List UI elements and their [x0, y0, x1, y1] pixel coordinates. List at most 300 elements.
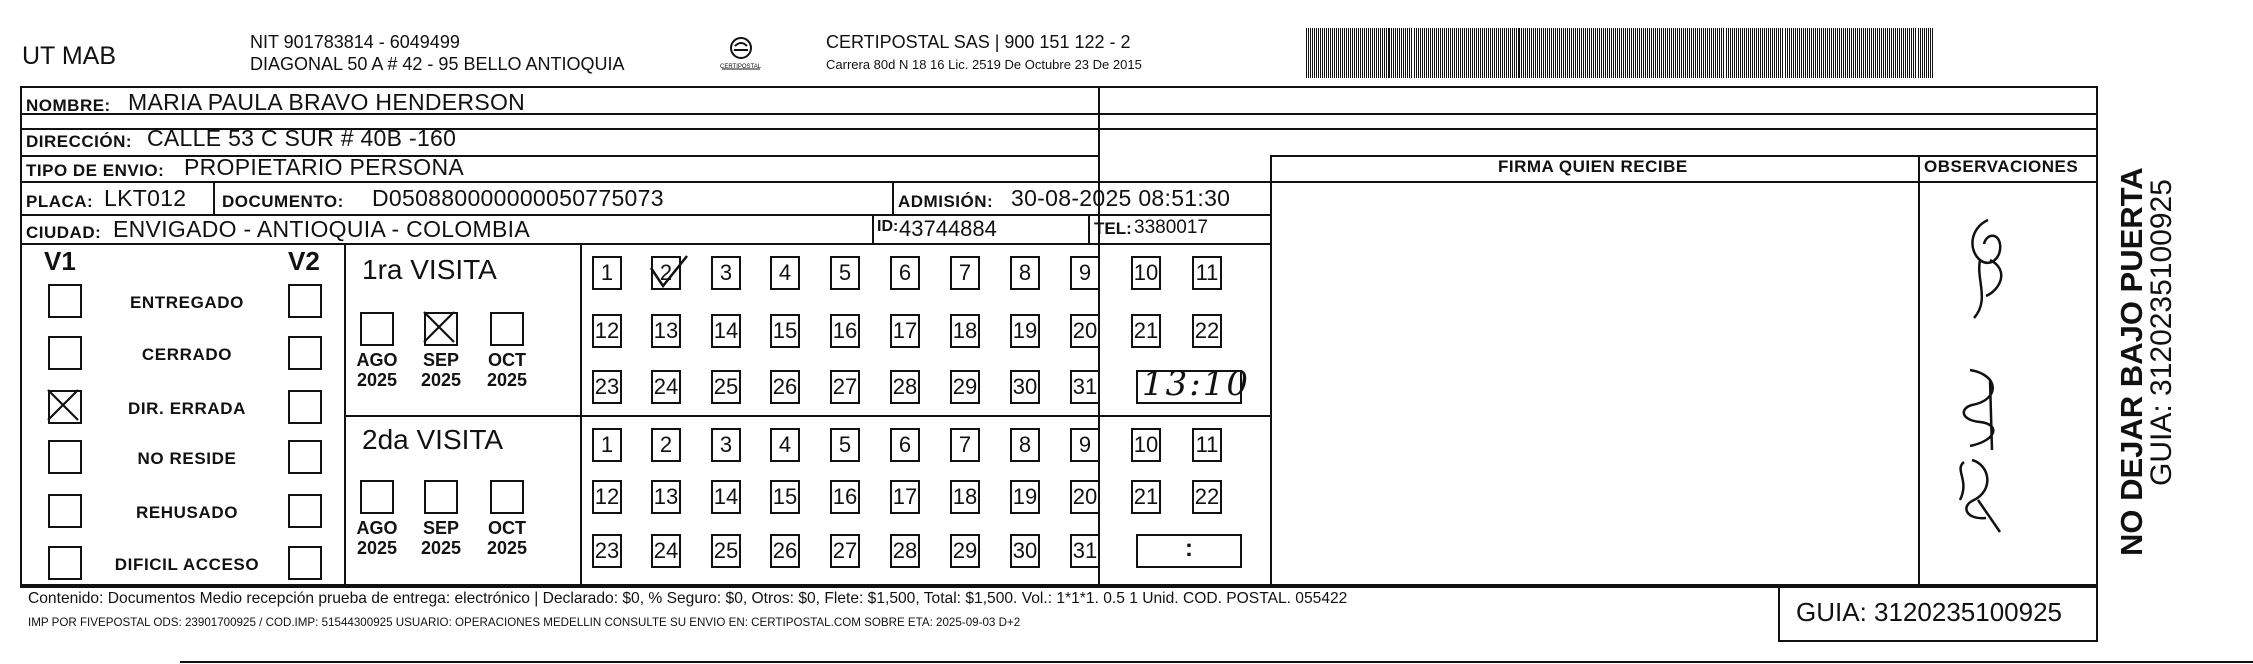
day-box[interactable]: 16	[830, 314, 860, 348]
day-box[interactable]: 22	[1192, 480, 1222, 514]
day-box[interactable]: 9	[1070, 428, 1100, 462]
barcode-bar	[1537, 28, 1538, 78]
barcode-bar	[1615, 28, 1616, 78]
month-checkbox[interactable]	[424, 480, 458, 514]
v2-checkbox[interactable]	[288, 546, 322, 580]
barcode-bar	[1456, 28, 1457, 78]
v1-checkbox[interactable]	[48, 336, 82, 370]
barcode-bar	[1738, 28, 1739, 78]
barcode-bar	[1732, 28, 1733, 78]
observaciones-divider	[1918, 155, 1920, 586]
v2-checkbox[interactable]	[288, 336, 322, 370]
barcode-bar	[1867, 28, 1868, 78]
barcode-bar	[1653, 28, 1654, 78]
month-label: SEP	[422, 350, 460, 370]
day-box[interactable]: 29	[950, 534, 980, 568]
barcode-bar	[1460, 28, 1461, 78]
barcode-bar	[1685, 28, 1686, 78]
barcode-bar	[1599, 28, 1600, 78]
day-box[interactable]: 21	[1131, 480, 1161, 514]
barcode-bar	[1772, 28, 1773, 78]
documento-value: D050880000000050775073	[372, 185, 664, 211]
barcode-bar	[1707, 28, 1708, 78]
v1-checkbox[interactable]	[48, 494, 82, 528]
barcode-bar	[1675, 28, 1676, 78]
cell-divider	[892, 181, 894, 214]
barcode-bar	[1807, 28, 1808, 78]
barcode-bar	[1430, 28, 1431, 78]
barcode-bar	[1370, 28, 1371, 78]
barcode-bar	[1450, 28, 1451, 78]
barcode-bar	[1643, 28, 1644, 78]
barcode-bar	[1531, 28, 1532, 78]
barcode-bar	[1326, 28, 1327, 78]
company-name: UT MAB	[22, 42, 116, 70]
barcode-bar	[1581, 28, 1582, 78]
barcode-bar	[1324, 28, 1325, 78]
day-box[interactable]: 5	[830, 428, 860, 462]
certipostal-logo	[718, 36, 764, 76]
v2-checkbox[interactable]	[288, 284, 322, 318]
day-box[interactable]: 28	[890, 370, 920, 404]
barcode-bar	[1697, 28, 1698, 78]
v1-checkbox[interactable]	[48, 440, 82, 474]
v2-checkbox[interactable]	[288, 440, 322, 474]
day-box[interactable]: 3	[711, 256, 741, 290]
barcode-bar	[1627, 28, 1628, 78]
barcode-bar	[1701, 28, 1702, 78]
barcode-bar	[1490, 28, 1491, 78]
barcode-bar	[1719, 28, 1720, 78]
barcode-bar	[1918, 28, 1919, 78]
barcode-bar	[1312, 28, 1313, 78]
barcode-bar	[1583, 28, 1584, 78]
barcode-bar	[1496, 28, 1497, 78]
barcode-bar	[1318, 28, 1319, 78]
day-box[interactable]: 23	[592, 370, 622, 404]
tel-label: TEL:	[1094, 219, 1132, 238]
day-box[interactable]: 7	[950, 428, 980, 462]
cell-divider	[213, 181, 215, 214]
placa-label: PLACA:	[26, 192, 94, 211]
barcode-bar	[1787, 28, 1788, 78]
barcode-bar	[1669, 28, 1670, 78]
barcode-bar	[1649, 28, 1650, 78]
barcode-bar	[1655, 28, 1656, 78]
month-checkbox[interactable]	[360, 312, 394, 346]
barcode-bar	[1903, 28, 1904, 78]
barcode-bar	[1746, 28, 1747, 78]
barcode-bar	[1647, 28, 1648, 78]
month-label: AGO	[356, 518, 398, 538]
barcode-bar	[1474, 28, 1475, 78]
barcode-bar	[1778, 28, 1779, 78]
day-box[interactable]: 2	[651, 428, 681, 462]
day-box[interactable]: 17	[890, 314, 920, 348]
barcode-bar	[1869, 28, 1870, 78]
barcode-bar	[1500, 28, 1501, 78]
barcode-bar	[1368, 28, 1369, 78]
day-box[interactable]: 30	[1010, 370, 1040, 404]
barcode-bar	[1721, 28, 1722, 78]
barcode-bar	[1484, 28, 1485, 78]
barcode-bar	[1320, 28, 1321, 78]
barcode-bar	[1480, 28, 1481, 78]
v1-checkbox[interactable]	[48, 546, 82, 580]
day-box[interactable]: 14	[711, 480, 741, 514]
barcode-bar	[1841, 28, 1842, 78]
day-box[interactable]: 21	[1131, 314, 1161, 348]
status-option-label: NO RESIDE	[137, 449, 237, 468]
day-box[interactable]: 25	[711, 370, 741, 404]
day-box[interactable]: 27	[830, 370, 860, 404]
v2-checkbox[interactable]	[288, 494, 322, 528]
day-box[interactable]: 14	[711, 314, 741, 348]
barcode-bar	[1571, 28, 1572, 78]
barcode-bar	[1623, 28, 1624, 78]
barcode-bar	[1901, 28, 1902, 78]
barcode-bar	[1625, 28, 1626, 78]
barcode-bar	[1506, 28, 1507, 78]
barcode-bar	[1372, 28, 1373, 78]
barcode-bar	[1889, 28, 1890, 78]
barcode-bar	[1414, 28, 1415, 78]
barcode-bar	[1835, 28, 1836, 78]
barcode-bar	[1930, 28, 1931, 78]
barcode-bar	[1637, 28, 1638, 78]
footer-guia: GUIA: 3120235100925	[1796, 597, 2062, 627]
barcode-bar	[1346, 28, 1347, 78]
day-box[interactable]: 7	[950, 256, 980, 290]
barcode-bar	[1681, 28, 1682, 78]
day-box[interactable]: 19	[1010, 314, 1040, 348]
month-label: OCT	[488, 518, 526, 538]
barcode-bar	[1635, 28, 1636, 78]
barcode-bar	[1920, 28, 1921, 78]
barcode-bar	[1693, 28, 1694, 78]
day-box[interactable]: 27	[830, 534, 860, 568]
barcode-bar	[1805, 28, 1806, 78]
barcode-bar	[1399, 28, 1400, 78]
day-box[interactable]: 16	[830, 480, 860, 514]
barcode-bar	[1330, 28, 1331, 78]
month-checkbox[interactable]	[490, 480, 524, 514]
month-label: AGO	[356, 350, 398, 370]
status-option-label: DIFICIL ACCESO	[114, 555, 260, 574]
barcode-bar	[1795, 28, 1796, 78]
barcode-bar	[1907, 28, 1908, 78]
barcode-bar	[1782, 28, 1783, 78]
barcode-bar	[1476, 28, 1477, 78]
barcode-bar	[1857, 28, 1858, 78]
barcode-bar	[1695, 28, 1696, 78]
day-box[interactable]: 13	[651, 314, 681, 348]
day-box[interactable]: 28	[890, 534, 920, 568]
day-box[interactable]: 29	[950, 370, 980, 404]
barcode-bar	[1744, 28, 1745, 78]
day-box[interactable]: 5	[830, 256, 860, 290]
barcode-bar	[1815, 28, 1816, 78]
ciudad-label: CIUDAD:	[26, 223, 102, 242]
certipostal-info: CERTIPOSTAL SAS | 900 151 122 - 2	[826, 32, 1131, 52]
barcode-bar	[1770, 28, 1771, 78]
barcode-bar	[1316, 28, 1317, 78]
status-option-label: DIR. ERRADA	[127, 399, 247, 418]
year-label: 2025	[356, 538, 398, 558]
admision-label: ADMISIÓN:	[898, 192, 994, 211]
day-box[interactable]: 15	[770, 480, 800, 514]
barcode-bar	[1573, 28, 1574, 78]
barcode-bar	[1332, 28, 1333, 78]
barcode-bar	[1631, 28, 1632, 78]
day-box[interactable]: 12	[592, 314, 622, 348]
row-line	[20, 155, 1098, 157]
month-checkbox[interactable]	[424, 312, 458, 346]
barcode-bar	[1863, 28, 1864, 78]
day-box[interactable]: 4	[770, 428, 800, 462]
no-dejar-bajo-puerta: NO DEJAR BAJO PUERTA	[2114, 167, 2149, 556]
barcode-bar	[1605, 28, 1606, 78]
barcode-bar	[1334, 28, 1335, 78]
day-box[interactable]: 19	[1010, 480, 1040, 514]
barcode-bar	[1837, 28, 1838, 78]
barcode-bar	[1352, 28, 1353, 78]
barcode-bar	[1703, 28, 1704, 78]
barcode-bar	[1909, 28, 1910, 78]
day-box[interactable]: 20	[1070, 314, 1100, 348]
day-box[interactable]: 8	[1010, 256, 1040, 290]
barcode-bar	[1508, 28, 1509, 78]
nombre-label: NOMBRE:	[26, 96, 111, 115]
barcode-bar	[1895, 28, 1896, 78]
day-box[interactable]: 6	[890, 256, 920, 290]
barcode-bar	[1539, 28, 1540, 78]
day-box[interactable]: 18	[950, 314, 980, 348]
barcode-bar	[1409, 28, 1410, 78]
barcode-bar	[1827, 28, 1828, 78]
barcode-bar	[1855, 28, 1856, 78]
day-box[interactable]: 26	[770, 534, 800, 568]
barcode-bar	[1472, 28, 1473, 78]
barcode-bar	[1535, 28, 1536, 78]
v1-checkbox[interactable]	[48, 284, 82, 318]
signature	[1930, 200, 2080, 540]
day-box[interactable]: 31	[1070, 534, 1100, 568]
barcode-bar	[1350, 28, 1351, 78]
barcode-bar	[1843, 28, 1844, 78]
barcode-bar	[1395, 28, 1396, 78]
day-box[interactable]: 15	[770, 314, 800, 348]
barcode-bar	[1657, 28, 1658, 78]
observaciones-label: OBSERVACIONES	[1924, 157, 2079, 176]
barcode-bar	[1322, 28, 1323, 78]
day-box[interactable]: 17	[890, 480, 920, 514]
barcode-bar	[1905, 28, 1906, 78]
row-line	[20, 243, 1272, 245]
day-box[interactable]: 24	[651, 370, 681, 404]
barcode-bar	[1671, 28, 1672, 78]
day-box[interactable]: 9	[1070, 256, 1100, 290]
barcode-bar	[1388, 28, 1390, 78]
barcode-bar	[1366, 28, 1367, 78]
barcode-bar	[1629, 28, 1630, 78]
side-guia: GUIA: 3120235100925	[2145, 179, 2178, 486]
day-box[interactable]: 10	[1131, 428, 1161, 462]
barcode-bar	[1518, 28, 1520, 78]
barcode-bar	[1545, 28, 1546, 78]
barcode-bar	[1799, 28, 1800, 78]
barcode-bar	[1401, 28, 1402, 78]
license-info: Carrera 80d N 18 16 Lic. 2519 De Octubre 23 De 2015	[826, 57, 1142, 72]
barcode-bar	[1742, 28, 1743, 78]
barcode-bar	[1380, 28, 1381, 78]
barcode-bar	[1774, 28, 1775, 78]
nit: NIT 901783814 - 6049499	[250, 32, 460, 52]
v2-checkbox[interactable]	[288, 390, 322, 424]
day-box[interactable]: 10	[1131, 256, 1161, 290]
barcode-bar	[1619, 28, 1620, 78]
barcode-bar	[1446, 28, 1447, 78]
barcode-bar	[1306, 28, 1307, 78]
barcode-bar	[1543, 28, 1544, 78]
barcode-bar	[1338, 28, 1339, 78]
nombre-value: MARIA PAULA BRAVO HENDERSON	[128, 89, 526, 115]
barcode-bar	[1609, 28, 1610, 78]
day-box[interactable]: 25	[711, 534, 741, 568]
day-box[interactable]: 3	[711, 428, 741, 462]
barcode-bar	[1434, 28, 1435, 78]
day-box[interactable]: 24	[651, 534, 681, 568]
cell-divider	[872, 214, 874, 243]
barcode-bar	[1873, 28, 1874, 78]
barcode-bar	[1641, 28, 1642, 78]
month-checkbox[interactable]	[360, 480, 394, 514]
barcode-bar	[1470, 28, 1471, 78]
barcode-bar	[1328, 28, 1329, 78]
barcode-bar	[1601, 28, 1602, 78]
day-box[interactable]: 8	[1010, 428, 1040, 462]
barcode-bar	[1717, 28, 1718, 78]
day-box[interactable]: 13	[651, 480, 681, 514]
barcode-bar	[1462, 28, 1463, 78]
day-box[interactable]: 2	[651, 256, 681, 290]
barcode-bar	[1809, 28, 1810, 78]
barcode-bar	[1705, 28, 1706, 78]
barcode-bar	[1541, 28, 1542, 78]
v1-checkbox[interactable]	[48, 390, 82, 424]
barcode-bar	[1567, 28, 1568, 78]
barcode-bar	[1607, 28, 1608, 78]
barcode-bar	[1764, 28, 1765, 78]
barcode-bar	[1897, 28, 1898, 78]
barcode-bar	[1791, 28, 1792, 78]
barcode-bar	[1452, 28, 1453, 78]
barcode-bar	[1411, 28, 1412, 78]
barcode-bar	[1691, 28, 1692, 78]
barcode-bar	[1734, 28, 1735, 78]
day-box[interactable]: 31	[1070, 370, 1100, 404]
tipo-envio-label: TIPO DE ENVIO:	[26, 161, 165, 180]
day-box[interactable]: 20	[1070, 480, 1100, 514]
barcode-bar	[1595, 28, 1596, 78]
barcode-bar	[1553, 28, 1554, 78]
day-box[interactable]: 26	[770, 370, 800, 404]
barcode-bar	[1728, 28, 1729, 78]
day-box[interactable]: 4	[770, 256, 800, 290]
v2-label: V2	[288, 246, 320, 276]
barcode-bar	[1444, 28, 1445, 78]
barcode-bar	[1356, 28, 1357, 78]
barcode-bar	[1384, 28, 1385, 78]
day-box[interactable]: 12	[592, 480, 622, 514]
barcode-bar	[1376, 28, 1377, 78]
day-box[interactable]: 1	[592, 428, 622, 462]
barcode-bar	[1928, 28, 1929, 78]
status-option-label: CERRADO	[141, 345, 233, 364]
barcode-bar	[1922, 28, 1923, 78]
barcode-bar	[1748, 28, 1749, 78]
barcode-bar	[1360, 28, 1361, 78]
day-box[interactable]: 30	[1010, 534, 1040, 568]
day-box[interactable]: 18	[950, 480, 980, 514]
day-box[interactable]: 23	[592, 534, 622, 568]
sender-address: DIAGONAL 50 A # 42 - 95 BELLO ANTIOQUIA	[250, 54, 625, 74]
barcode-bar	[1382, 28, 1383, 78]
barcode-bar	[1713, 28, 1714, 78]
barcode-bar	[1875, 28, 1876, 78]
barcode-bar	[1486, 28, 1487, 78]
barcode-bar	[1673, 28, 1674, 78]
status-option-label: REHUSADO	[135, 503, 239, 522]
time-handwritten: 13:10	[1142, 364, 1250, 404]
barcode-bar	[1397, 28, 1398, 78]
barcode-bar	[1420, 28, 1421, 78]
day-box[interactable]: 22	[1192, 314, 1222, 348]
barcode-bar	[1645, 28, 1646, 78]
day-box[interactable]: 1	[592, 256, 622, 290]
day-box[interactable]: 11	[1192, 256, 1222, 290]
barcode-bar	[1492, 28, 1493, 78]
barcode-bar	[1679, 28, 1680, 78]
month-checkbox[interactable]	[490, 312, 524, 346]
barcode-bar	[1911, 28, 1912, 78]
barcode-bar	[1525, 28, 1526, 78]
barcode-bar	[1424, 28, 1425, 78]
barcode-bar	[1523, 28, 1524, 78]
barcode	[1306, 28, 1939, 78]
year-label: 2025	[420, 370, 462, 390]
barcode-bar	[1512, 28, 1513, 78]
barcode-bar	[1510, 28, 1511, 78]
barcode-bar	[1436, 28, 1437, 78]
barcode-bar	[1440, 28, 1441, 78]
barcode-bar	[1768, 28, 1769, 78]
barcode-bar	[1849, 28, 1850, 78]
barcode-bar	[1374, 28, 1375, 78]
barcode-bar	[1488, 28, 1489, 78]
barcode-bar	[1498, 28, 1499, 78]
barcode-bar	[1591, 28, 1592, 78]
v1-label: V1	[44, 246, 76, 276]
barcode-bar	[1776, 28, 1777, 78]
day-box[interactable]: 6	[890, 428, 920, 462]
barcode-bar	[1310, 28, 1311, 78]
barcode-bar	[1871, 28, 1872, 78]
day-box[interactable]: 11	[1192, 428, 1222, 462]
barcode-bar	[1504, 28, 1505, 78]
barcode-bar	[1405, 28, 1406, 78]
barcode-bar	[1516, 28, 1517, 78]
